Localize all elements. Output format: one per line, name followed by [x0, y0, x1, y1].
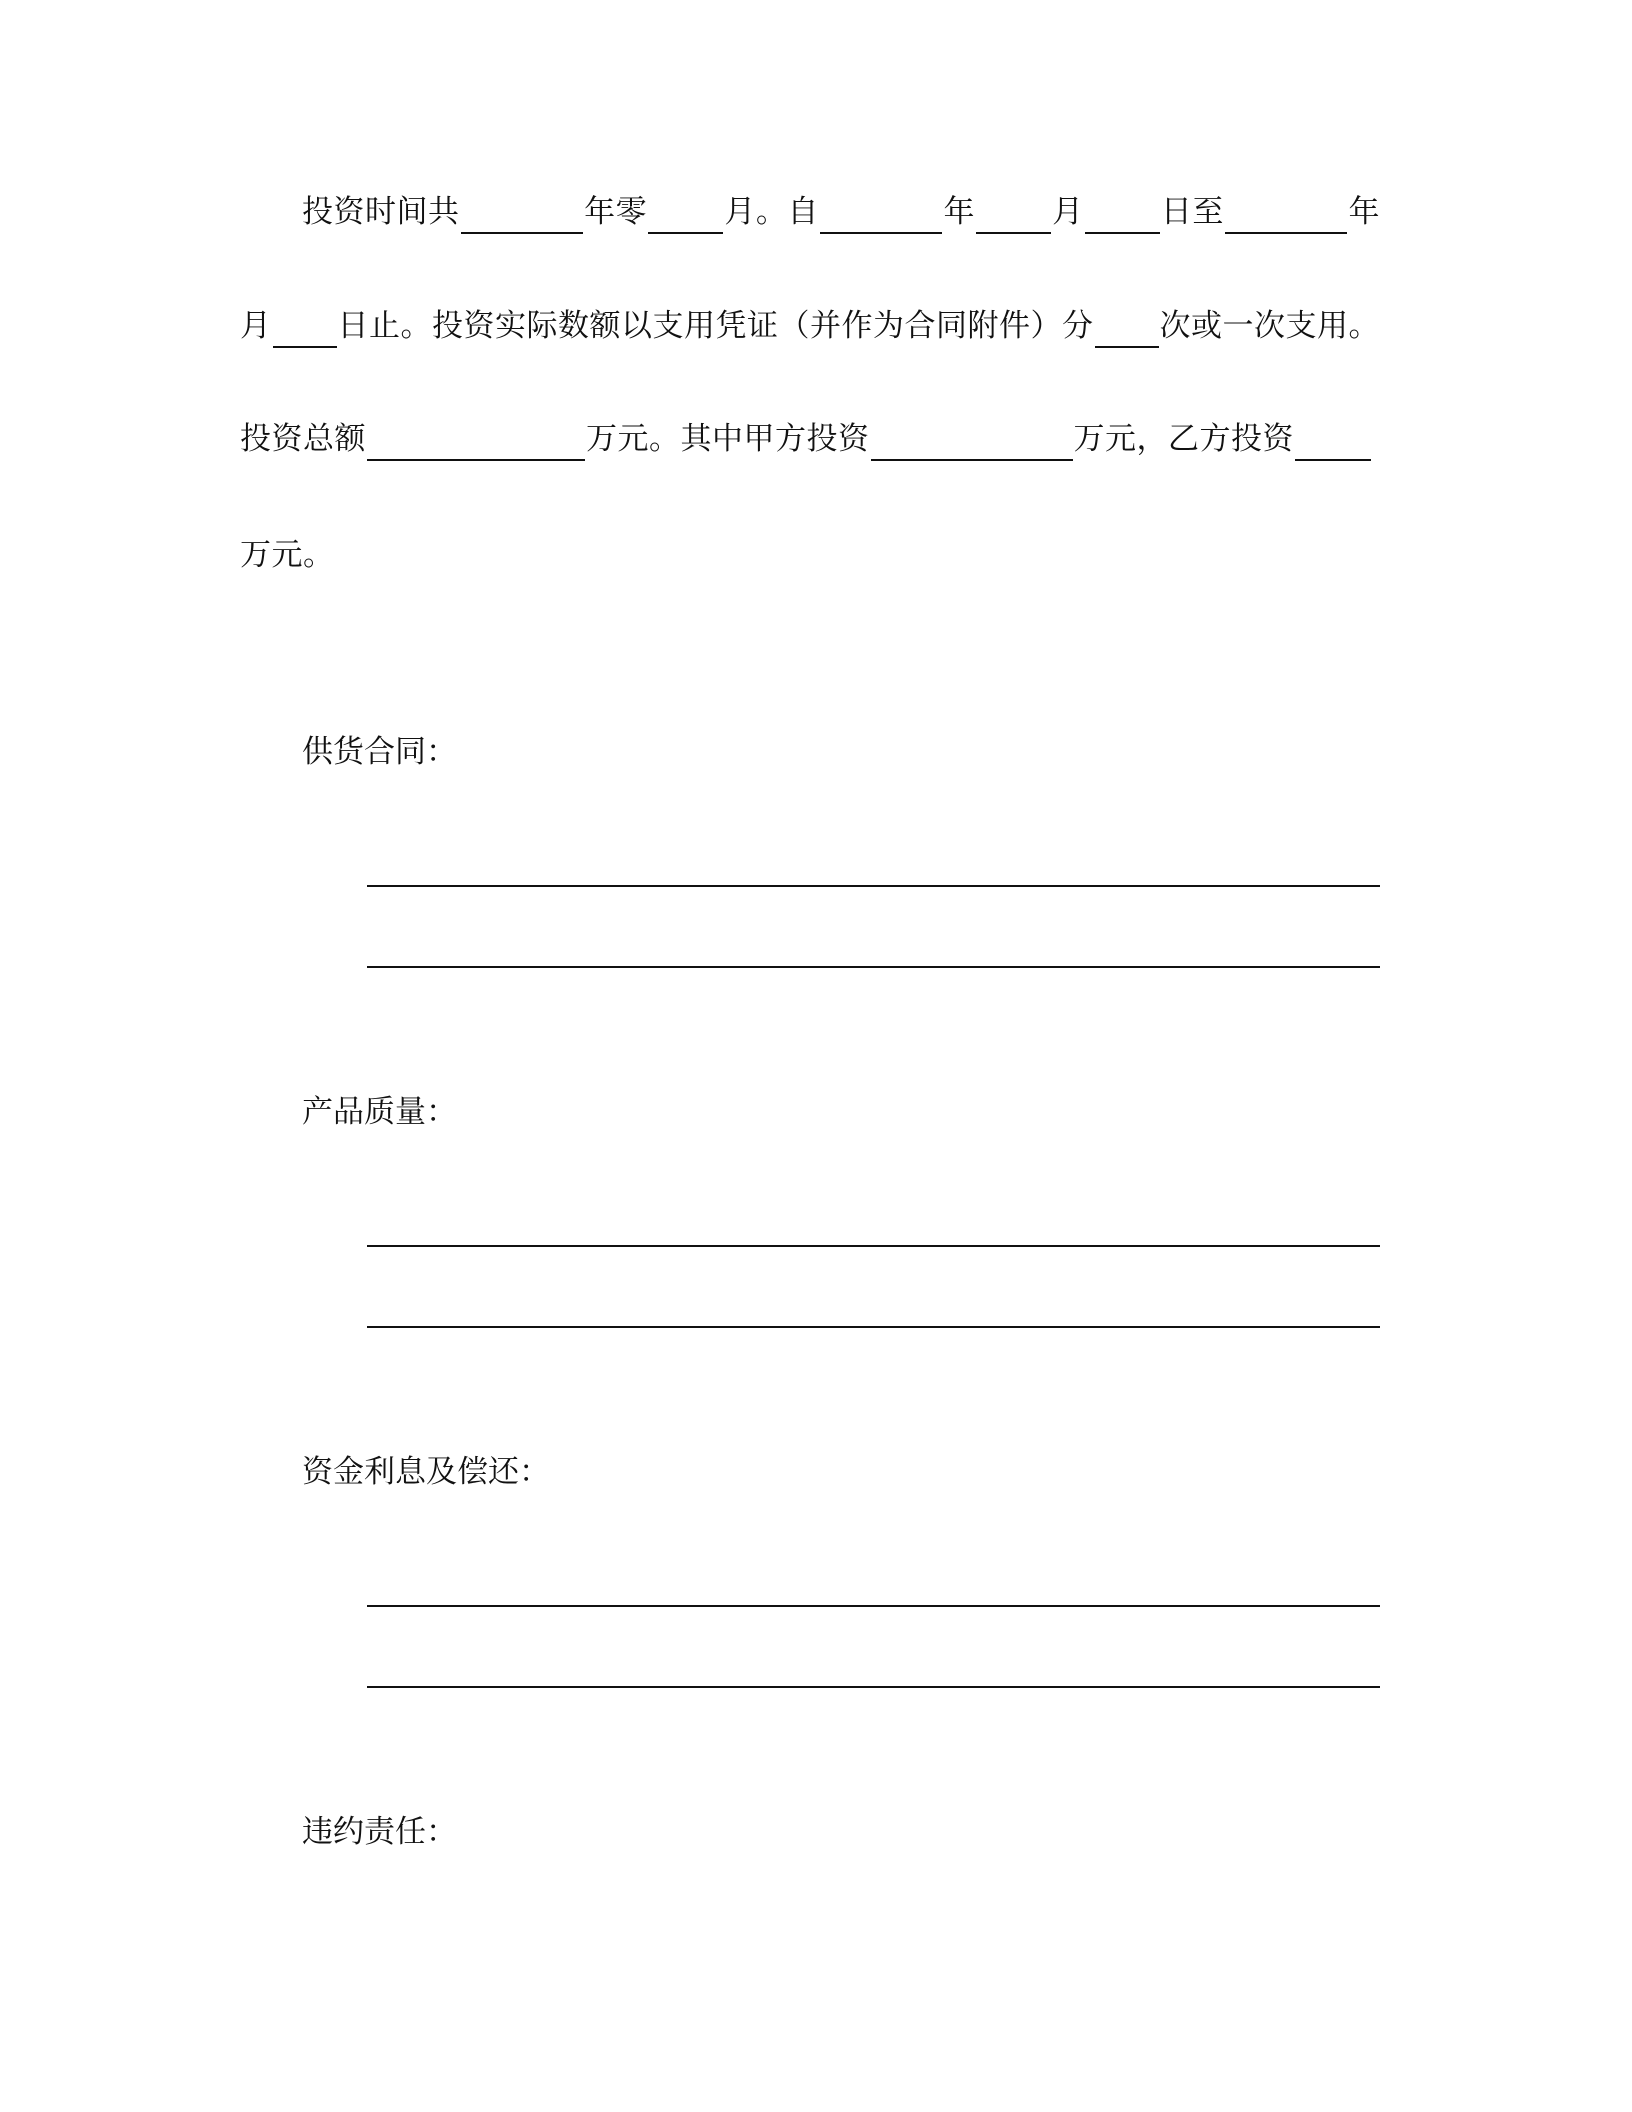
text-day-end-amount: 日止。投资实际数额以支用凭证（并作为合同附件）分	[337, 308, 1094, 344]
fill-line-interest-2[interactable]	[367, 1686, 1380, 1688]
section-heading-interest-repayment: 资金利息及偿还：	[302, 1454, 550, 1490]
blank-start-day[interactable]	[1085, 196, 1160, 234]
blank-months[interactable]	[648, 196, 723, 234]
paragraph-line-3	[240, 417, 1380, 461]
text-months-from: 月。自	[724, 194, 819, 230]
text-total-investment: 投资总额	[240, 421, 366, 457]
text-years-and: 年零	[584, 194, 648, 230]
text-party-b-investment: 万元，乙方投资	[1073, 421, 1294, 457]
blank-start-month[interactable]	[976, 196, 1051, 234]
blank-start-year[interactable]	[820, 196, 943, 234]
fill-line-quality-2[interactable]	[367, 1326, 1380, 1328]
blank-total-amount[interactable]	[367, 423, 585, 461]
text-ten-thousand-yuan: 万元。	[240, 537, 335, 573]
paragraph-line-2	[240, 304, 1380, 348]
blank-installments[interactable]	[1095, 310, 1159, 348]
section-heading-breach-liability: 违约责任：	[302, 1814, 457, 1850]
text-month: 月	[1052, 194, 1084, 230]
text-investment-period: 投资时间共	[302, 194, 460, 230]
section-heading-product-quality: 产品质量：	[302, 1094, 457, 1130]
paragraph-line-1	[302, 190, 1380, 234]
paragraph-line-4	[240, 533, 1380, 577]
fill-line-supply-2[interactable]	[367, 966, 1380, 968]
text-month-2: 月	[240, 308, 272, 344]
fill-line-supply-1[interactable]	[367, 885, 1380, 887]
fill-line-interest-1[interactable]	[367, 1605, 1380, 1607]
text-day-to: 日至	[1160, 194, 1224, 230]
text-year-2: 年	[1348, 194, 1380, 230]
blank-years[interactable]	[461, 196, 584, 234]
blank-end-year[interactable]	[1225, 196, 1348, 234]
blank-end-month[interactable]	[273, 310, 337, 348]
text-party-a-investment: 万元。其中甲方投资	[586, 421, 870, 457]
fill-line-quality-1[interactable]	[367, 1245, 1380, 1247]
text-year: 年	[943, 194, 975, 230]
blank-party-a-amount[interactable]	[871, 423, 1073, 461]
text-times-or-once: 次或一次支用。	[1159, 308, 1380, 344]
blank-party-b-amount[interactable]	[1295, 423, 1371, 461]
section-heading-supply-contract: 供货合同：	[302, 734, 457, 770]
